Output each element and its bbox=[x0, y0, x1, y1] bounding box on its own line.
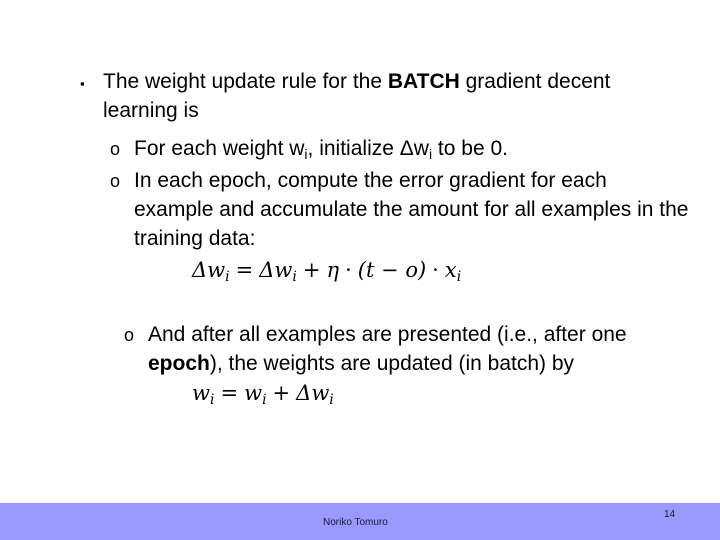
batch-keyword: BATCH bbox=[387, 70, 460, 93]
sub-bullet-after-epoch bbox=[124, 320, 684, 378]
square-bullet-icon: ▪ bbox=[80, 76, 85, 91]
circle-bullet-icon: o bbox=[110, 171, 121, 191]
sub-bullet-epoch bbox=[110, 166, 690, 253]
equation-weight-update: wi = wi + Δwi bbox=[192, 381, 334, 408]
circle-bullet-icon: o bbox=[124, 325, 135, 345]
footer-author: Noriko Tomuro bbox=[323, 517, 388, 528]
bullet-text: The weight update rule for the BATCH gradient decent learning is bbox=[103, 70, 611, 122]
footer-bar bbox=[0, 503, 720, 540]
bullet-batch-rule bbox=[80, 67, 680, 125]
sub-bullet-text: For each weight wi, initialize Δwi to be 0. bbox=[134, 137, 508, 162]
circle-bullet-icon: o bbox=[110, 139, 121, 159]
page-number: 14 bbox=[664, 509, 676, 520]
sub-bullet-text: In each epoch, compute the error gradient for each example and accumulate the amount for all examples in the training data: bbox=[134, 169, 689, 250]
equation-delta-update: Δwi = Δwi + η · (t − o) · xi bbox=[192, 258, 462, 285]
sub-bullet-text: And after all examples are presented (i.e., after one epoch), the weights are updated (in batch) by bbox=[148, 323, 627, 375]
epoch-keyword: epoch bbox=[148, 352, 210, 375]
sub-bullet-initialize bbox=[110, 134, 690, 169]
